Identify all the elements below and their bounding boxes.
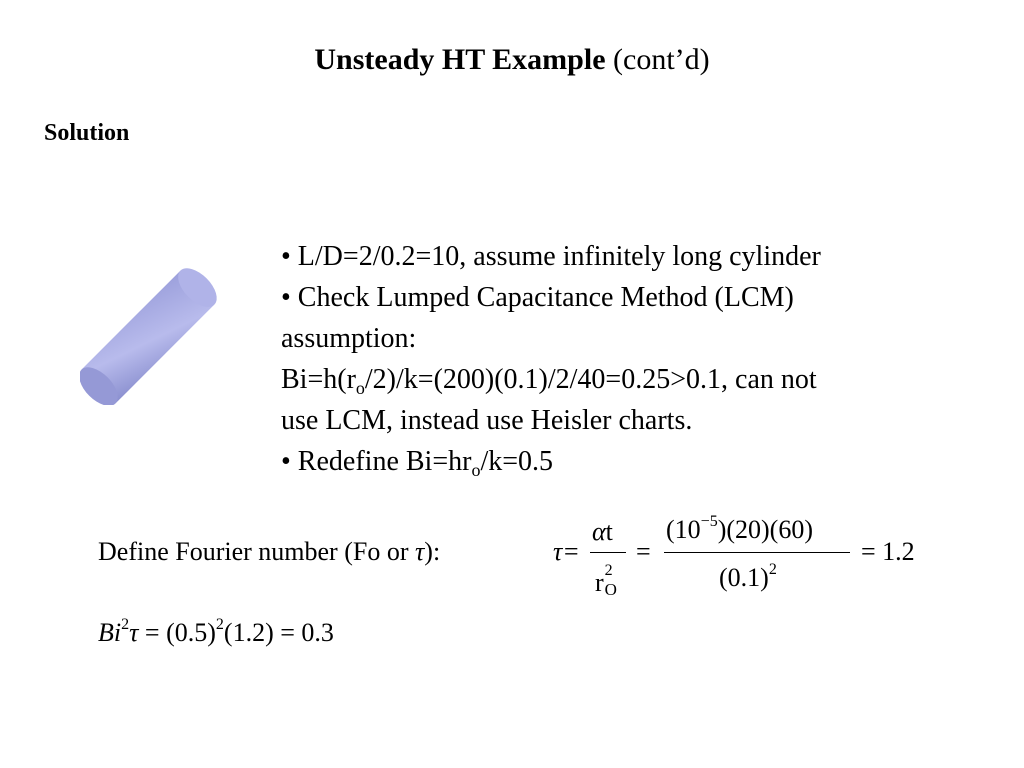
redefine-subscript: o: [471, 460, 481, 480]
radius-symbol: r: [595, 568, 604, 597]
fraction-bar-1: [590, 552, 626, 553]
fraction-bar-2: [664, 552, 850, 553]
radius-subscript: O: [604, 580, 617, 599]
heisler-note: use LCM, instead use Heisler charts.: [281, 405, 693, 436]
slide-title: [0, 40, 1024, 80]
bullet-redefine-bi: [281, 441, 981, 482]
fourier-lhs: τ=: [553, 537, 580, 566]
equals-sign-1: =: [636, 537, 651, 566]
redefine-text-pre: • Redefine Bi=hr: [281, 446, 472, 477]
den2-exponent: 2: [768, 561, 777, 578]
biot-calculation: [281, 359, 981, 400]
num2-pre: (10: [666, 515, 701, 544]
bi2-tau-equation: [98, 617, 334, 649]
title-bold: Unsteady HT Example: [314, 43, 606, 76]
bi-tau-result: (1.2) = 0.3: [223, 618, 334, 647]
bullet-lcm-check: • Check Lumped Capacitance Method (LCM): [281, 282, 794, 313]
bullet-lcm-check-cont: assumption:: [281, 323, 417, 354]
radius-squared: 2: [604, 562, 613, 579]
fourier-den1: [595, 561, 616, 598]
bi-tau-mid: = (0.5): [138, 618, 216, 647]
fourier-label: [98, 536, 440, 568]
fourier-num2: [666, 515, 813, 545]
den2-pre: (0.1): [719, 563, 769, 592]
num2-post: )(20)(60): [717, 515, 813, 544]
bi-exponent: 2: [121, 616, 130, 633]
fourier-label-text: Define Fourier number (Fo or: [98, 537, 415, 566]
biot-text-post: /2)/k=(200)(0.1)/2/40=0.25>0.1, can not: [364, 364, 817, 395]
redefine-text-post: /k=0.5: [480, 446, 554, 477]
fourier-result: = 1.2: [861, 537, 915, 566]
num2-exponent: −5: [700, 513, 718, 530]
time-symbol: t: [605, 517, 613, 546]
fourier-tau-symbol: τ: [414, 537, 425, 566]
section-label: Solution: [44, 120, 130, 146]
biot-subscript: o: [355, 378, 365, 398]
fourier-num1: [592, 517, 613, 547]
bullet-ld-ratio: • L/D=2/0.2=10, assume infinitely long cylinder: [281, 241, 821, 272]
cylinder-illustration: [80, 255, 230, 405]
title-normal: (cont’d): [613, 43, 710, 76]
alpha-symbol: α: [592, 517, 606, 546]
fourier-label-close: ):: [424, 537, 441, 566]
bi-symbol: Bi: [98, 618, 122, 647]
bi-tau-exponent: 2: [215, 616, 224, 633]
bi-tau-symbol: τ: [129, 618, 139, 647]
bullet-list: [281, 236, 981, 482]
fourier-den2: [719, 563, 777, 593]
biot-text-pre: Bi=h(r: [281, 364, 356, 395]
